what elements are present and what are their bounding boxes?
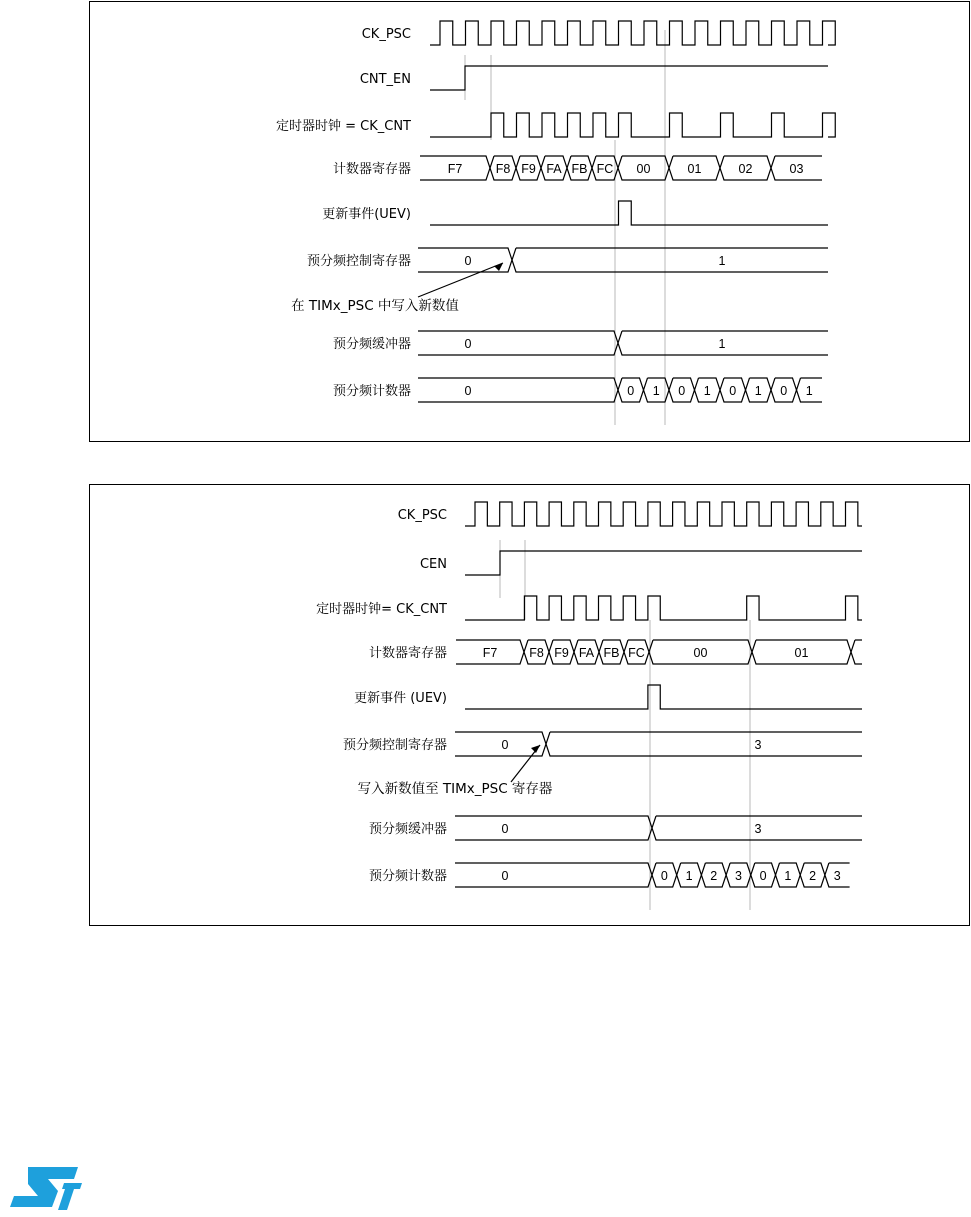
psc-control-bus [455, 732, 862, 756]
counter-value: 02 [738, 162, 753, 176]
counter-value: FC [596, 162, 614, 176]
psc-buffer-label: 预分频缓冲器 [368, 822, 447, 837]
psc-buffer-bus [455, 816, 862, 840]
psc-counter-value: 0 [780, 384, 788, 398]
counter-value: FA [546, 162, 562, 176]
counter-value: 01 [687, 162, 702, 176]
ck-psc-wave [465, 502, 862, 526]
counter-register-label: 计数器寄存器 [332, 162, 411, 177]
psc-counter-bus-cell [418, 378, 618, 402]
psc-counter-value: 1 [703, 384, 711, 398]
psc-buffer-value: 0 [501, 822, 509, 836]
psc-counter-value: 0 [660, 869, 668, 883]
psc-buffer-value: 1 [718, 337, 726, 351]
psc-counter-value: 0 [678, 384, 686, 398]
psc-counter-value: 3 [734, 869, 742, 883]
psc-counter-value: 1 [652, 384, 660, 398]
write-annotation: 写入新数值至 TIMx_PSC 寄存器 [357, 781, 553, 797]
counter-value: F9 [554, 646, 569, 660]
psc-counter-value: 1 [754, 384, 762, 398]
psc-counter-value: 1 [784, 869, 792, 883]
psc-control-bus [418, 248, 828, 272]
diagram-2 [316, 502, 862, 910]
st-logo [10, 1167, 82, 1210]
counter-value: F7 [482, 646, 498, 660]
counter-value: F8 [529, 646, 544, 660]
psc-control-value: 0 [501, 738, 509, 752]
counter-value: 03 [789, 162, 804, 176]
counter-register-bus-cell [851, 640, 862, 664]
psc-buffer-value: 3 [754, 822, 762, 836]
counter-register-bus [420, 156, 822, 180]
psc-counter-value: 0 [759, 869, 767, 883]
counter-value: 00 [693, 646, 708, 660]
psc-control-label: 预分频控制寄存器 [306, 254, 411, 269]
psc-control-value: 0 [464, 254, 472, 268]
psc-buffer-value: 0 [464, 337, 472, 351]
ck-psc-wave [430, 21, 835, 45]
diagram-1-frame [90, 2, 970, 442]
ck-psc-label: CK_PSC [397, 508, 447, 523]
psc-buffer-bus [418, 331, 828, 355]
psc-counter-value: 0 [501, 869, 509, 883]
cnt-en-label: CNT_EN [359, 72, 411, 87]
counter-value: FB [571, 162, 588, 176]
timer-clock-label: 定时器时钟 = CK_CNT [275, 119, 411, 134]
psc-buffer-label: 预分频缓冲器 [332, 337, 411, 352]
cnt-en-label: CEN [419, 557, 447, 572]
counter-value: FC [628, 646, 645, 660]
psc-counter-value: 1 [685, 869, 693, 883]
uev-wave [430, 201, 828, 225]
cnt-en-wave [430, 66, 828, 90]
ck-psc-label: CK_PSC [361, 27, 411, 42]
psc-control-value: 1 [718, 254, 726, 268]
counter-value: FB [603, 646, 620, 660]
psc-control-bus-cell [546, 732, 862, 756]
psc-control-value: 3 [754, 738, 762, 752]
counter-value: F9 [521, 162, 536, 176]
psc-control-label: 预分频控制寄存器 [342, 738, 447, 753]
psc-buffer-bus-cell [418, 331, 618, 355]
psc-counter-value: 0 [627, 384, 635, 398]
counter-value: FA [578, 646, 595, 660]
timer-clock-wave [465, 596, 862, 620]
arrow-head [531, 745, 540, 753]
diagram-1 [276, 21, 835, 425]
uev-label: 更新事件 (UEV) [354, 691, 447, 706]
psc-counter-value: 0 [729, 384, 737, 398]
psc-control-bus-cell [455, 732, 546, 756]
uev-wave [465, 685, 862, 709]
psc-counter-label: 预分频计数器 [368, 869, 447, 884]
counter-value: F8 [495, 162, 511, 176]
counter-value: 01 [794, 646, 809, 660]
psc-counter-label: 预分频计数器 [332, 384, 411, 399]
counter-value: F7 [447, 162, 463, 176]
write-annotation: 在 TIMx_PSC 中写入新数值 [291, 298, 459, 314]
counter-register-label: 计数器寄存器 [368, 646, 447, 661]
uev-label: 更新事件(UEV) [322, 207, 411, 222]
timer-clock-wave [430, 113, 835, 137]
psc-counter-bus-cell [455, 863, 652, 887]
psc-counter-value: 2 [710, 869, 718, 883]
counter-value: 00 [636, 162, 651, 176]
psc-counter-value: 0 [464, 384, 472, 398]
psc-counter-value: 3 [833, 869, 841, 883]
psc-counter-value: 2 [809, 869, 817, 883]
psc-control-bus-cell [512, 248, 828, 272]
psc-counter-value: 1 [805, 384, 813, 398]
timer-clock-label: 定时器时钟= CK_CNT [316, 602, 447, 617]
annotation-arrow [418, 263, 503, 297]
psc-buffer-bus-cell [455, 816, 652, 840]
